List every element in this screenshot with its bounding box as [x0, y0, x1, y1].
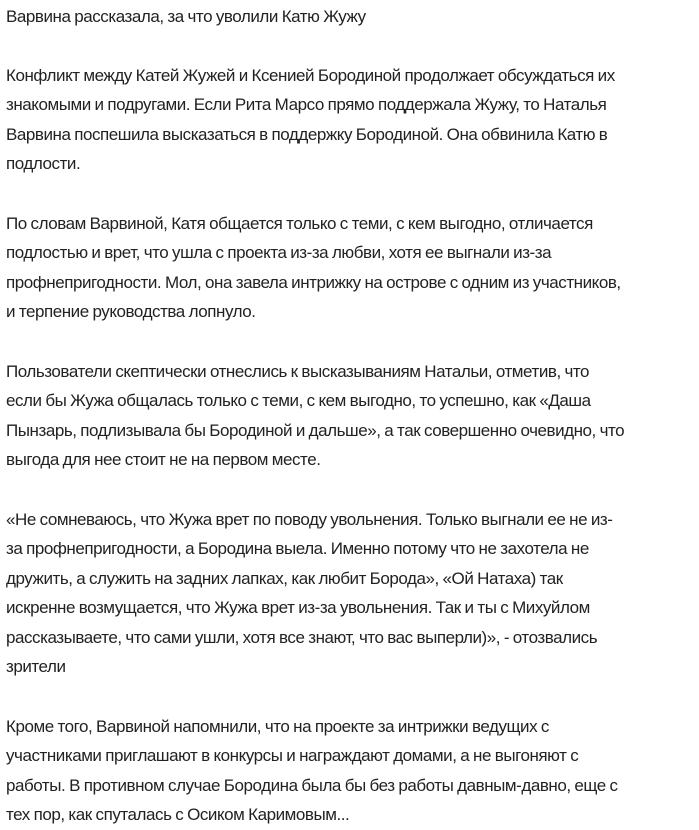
- text-line: если бы Жужа общалась только с теми, с кем выгодно, то успешно, как «Даша: [6, 391, 591, 411]
- paragraph-viewer-quotes: [6, 505, 693, 683]
- text-line: Пынзарь, подлизывала бы Бородиной и дальше», а так совершенно очевидно, что: [6, 420, 625, 440]
- paragraph-varvina-words: [6, 209, 693, 327]
- text-line: Пользователи скептически отнеслись к высказываниям Натальи, отметив, что: [6, 361, 590, 381]
- text-line: дружить, а служить на задних лапках, как любит Борода», «Ой Натаха) так: [6, 568, 563, 588]
- text-line: искренне возмущается, что Жужа врет из-за увольнения. Так и ты с Михуйлом: [6, 598, 590, 618]
- text-line: Конфликт между Катей Жужей и Ксенией Бородиной продолжает обсуждаться их: [6, 65, 615, 85]
- article-title: Варвина рассказала, за что уволили Катю Жужу: [6, 7, 366, 26]
- text-line: зрители: [6, 657, 66, 677]
- text-line: профнепригодности. Мол, она завела интрижку на острове с одним из участников,: [6, 272, 621, 292]
- text-line: тех пор, как спуталась с Осиком Каримовым...: [6, 805, 350, 825]
- text-line: Кроме того, Варвиной напомнили, что на проекте за интрижки ведущих с: [6, 716, 549, 736]
- text-line: подлостью и врет, что ушла с проекта из-за любви, хотя ее выгнали из-за: [6, 243, 552, 263]
- text-line: работы. В противном случае Бородина была бы без работы давным-давно, еще с: [6, 775, 618, 795]
- text-line: Варвина поспешила высказаться в поддержку Бородиной. Она обвинила Катю в: [6, 124, 608, 144]
- text-line: По словам Варвиной, Катя общается только с теми, с кем выгодно, отличается: [6, 213, 593, 233]
- text-line: знакомыми и подругами. Если Рита Марсо прямо поддержала Жужу, то Наталья: [6, 95, 607, 115]
- text-line: «Не сомневаюсь, что Жужа врет по поводу увольнения. Только выгнали ее не из-: [6, 509, 613, 529]
- text-line: участниками приглашают в конкурсы и награждают домами, а не выгоняют с: [6, 746, 579, 766]
- paragraph-reminder: [6, 712, 693, 830]
- text-line: рассказываете, что сами ушли, хотя все знают, что вас выперли)», - отозвались: [6, 627, 598, 647]
- text-line: и терпение руководства лопнуло.: [6, 302, 256, 322]
- paragraph-conflict: [6, 61, 693, 179]
- paragraph-users-skeptical: [6, 357, 693, 475]
- text-line: выгода для нее стоит не на первом месте.: [6, 450, 321, 470]
- text-line: за профнепригодности, а Бородина выела. Именно потому что не захотела не: [6, 539, 589, 559]
- text-line: подлости.: [6, 154, 81, 174]
